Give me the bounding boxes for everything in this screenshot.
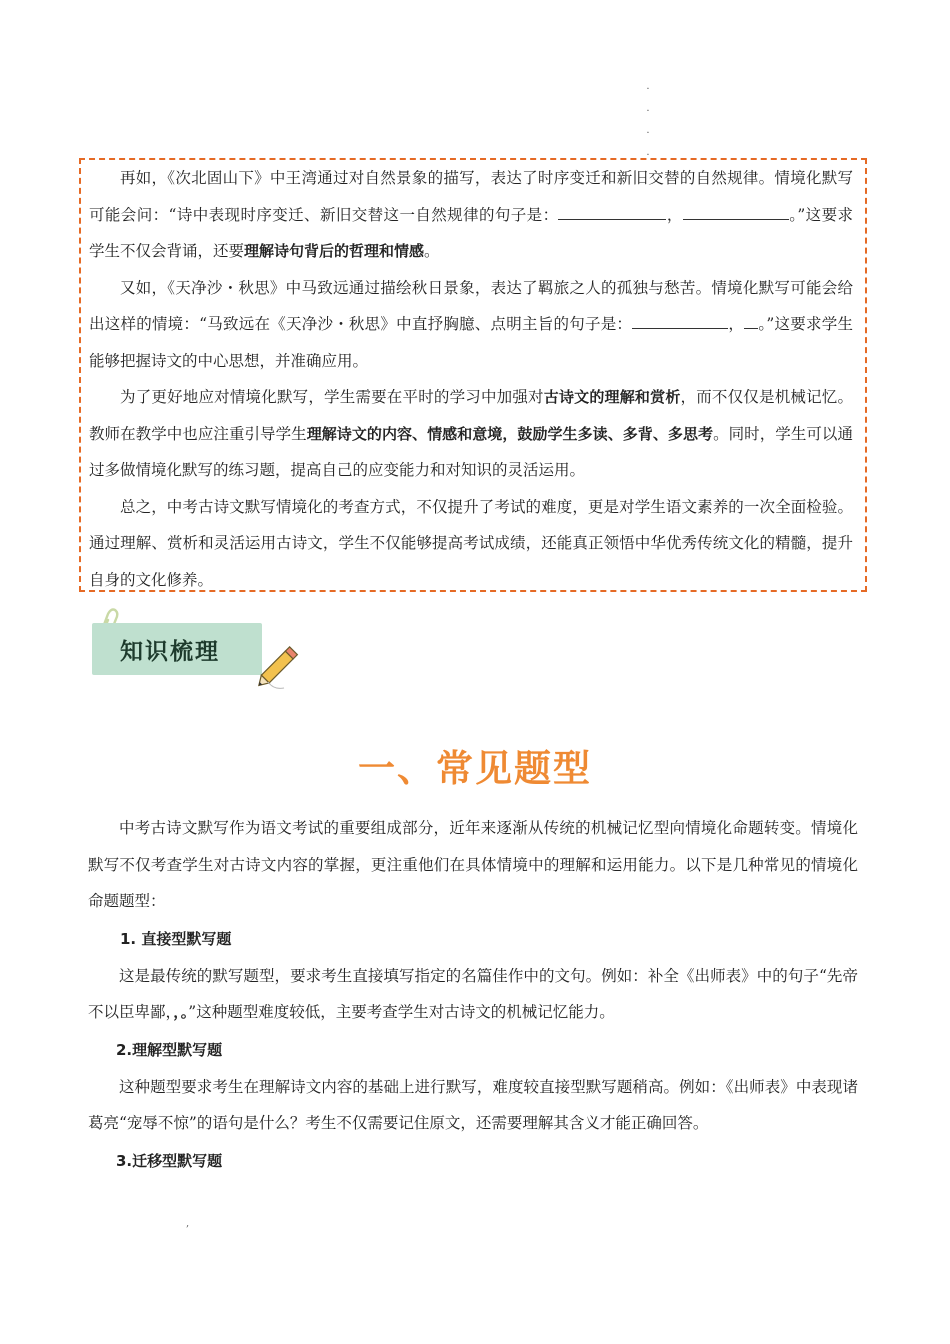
bold-text: 古诗文的理解和赏析 — [543, 388, 681, 406]
bold-text: 理解诗文的内容、情感和意境，鼓励学生多读、多背、多思考 — [306, 424, 714, 443]
text: ， — [666, 205, 683, 224]
dot: . — [646, 103, 650, 114]
footer-mark: , — [186, 1218, 190, 1229]
section-title: 一、常见题型 — [358, 747, 592, 790]
dot: . — [646, 81, 650, 92]
bold-text: ，。 — [173, 1003, 189, 1021]
dot: . — [646, 147, 650, 158]
box-paragraph-2 — [89, 270, 853, 380]
subheading-direct: 1. 直接型默写题 — [120, 929, 232, 948]
fill-blank — [683, 207, 779, 220]
pencil-icon — [250, 638, 308, 694]
box-paragraph-4: 总之，中考古诗文默写情境化的考查方式，不仅提升了考试的难度，更是对学生语文素养的一次全面检验。通过理解、赏析和灵活运用古诗文，学生不仅能够提高考试成绩，还能真正领悟中华优秀传统文化的精髓，提升自身的文化修养。 — [89, 497, 853, 589]
fill-blank — [779, 207, 789, 220]
text: 再如，《次北固山下》中王湾通过对自然景象的描写，表达了时序变迁和新旧交替的自然规律。情境化默写可能会问：“诗中表现时序变迁、新旧交替这一自然规律的句子是： — [89, 169, 853, 224]
banner-label: 知识梳理 — [120, 639, 220, 665]
decorative-dots — [645, 76, 651, 164]
intro-paragraph: 中考古诗文默写作为语文考试的重要组成部分，近年来逐渐从传统的机械记忆型向情境化命题转变。情境化默写不仅考查学生对古诗文内容的掌握，更注重他们在具体情境中的理解和运用能力。以下是几种常见的情境化命题题型： — [88, 819, 858, 910]
text: 。”这要求学生能够把握诗文的中心思想，并准确应用。 — [89, 315, 853, 370]
text: 这是最传统的默写题型，要求考生直接填写指定的名篇佳作中的文句。例如：补全《出师表》中的句子“先帝不以臣卑鄙， — [88, 966, 858, 1021]
text: 为了更好地应对情境化默写，学生需要在平时的学习中加强对 — [120, 388, 544, 406]
knowledge-banner — [92, 619, 264, 676]
main-content — [88, 810, 858, 1180]
text: ， — [728, 315, 745, 333]
text: 。同时，学生可以通过多做情境化默写的练习题，提高自己的应变能力和对知识的灵活运用。 — [89, 424, 853, 479]
box-paragraph-1 — [89, 160, 853, 270]
text: 。”这要求学生不仅会背诵，还要 — [89, 205, 853, 260]
text: ”这种题型难度较低，主要考查学生对古诗文的机械记忆能力。 — [188, 1003, 615, 1021]
subheading-understanding: 2.理解型默写题 — [116, 1040, 223, 1059]
text: 。 — [424, 242, 440, 260]
text: ，而不仅仅是机械记忆。教师在教学中也应注重引导学生 — [89, 388, 853, 443]
text: 又如，《天净沙・秋思》中马致远通过描绘秋日景象，表达了羁旅之人的孤独与愁苦。情境化默写可能会给出这样的情境：“马致远在《天净沙・秋思》中直抒胸臆、点明主旨的句子是： — [89, 278, 853, 333]
direct-paragraph — [88, 958, 858, 1031]
subheading-transfer: 3.迁移型默写题 — [116, 1151, 223, 1170]
fill-blank — [558, 207, 666, 220]
fill-blank — [744, 316, 758, 329]
bold-text: 理解诗句背后的哲理和情感 — [244, 242, 425, 260]
dot: . — [646, 125, 650, 136]
dashed-text-box — [79, 158, 867, 592]
fill-blank — [632, 316, 728, 329]
box-paragraph-3 — [89, 379, 853, 489]
understanding-paragraph: 这种题型要求考生在理解诗文内容的基础上进行默写，难度较直接型默写题稍高。例如：《出师表》中表现诸葛亮“宠辱不惊”的语句是什么？考生不仅需要记住原文，还需要理解其含义才能正确回答。 — [88, 1077, 858, 1132]
